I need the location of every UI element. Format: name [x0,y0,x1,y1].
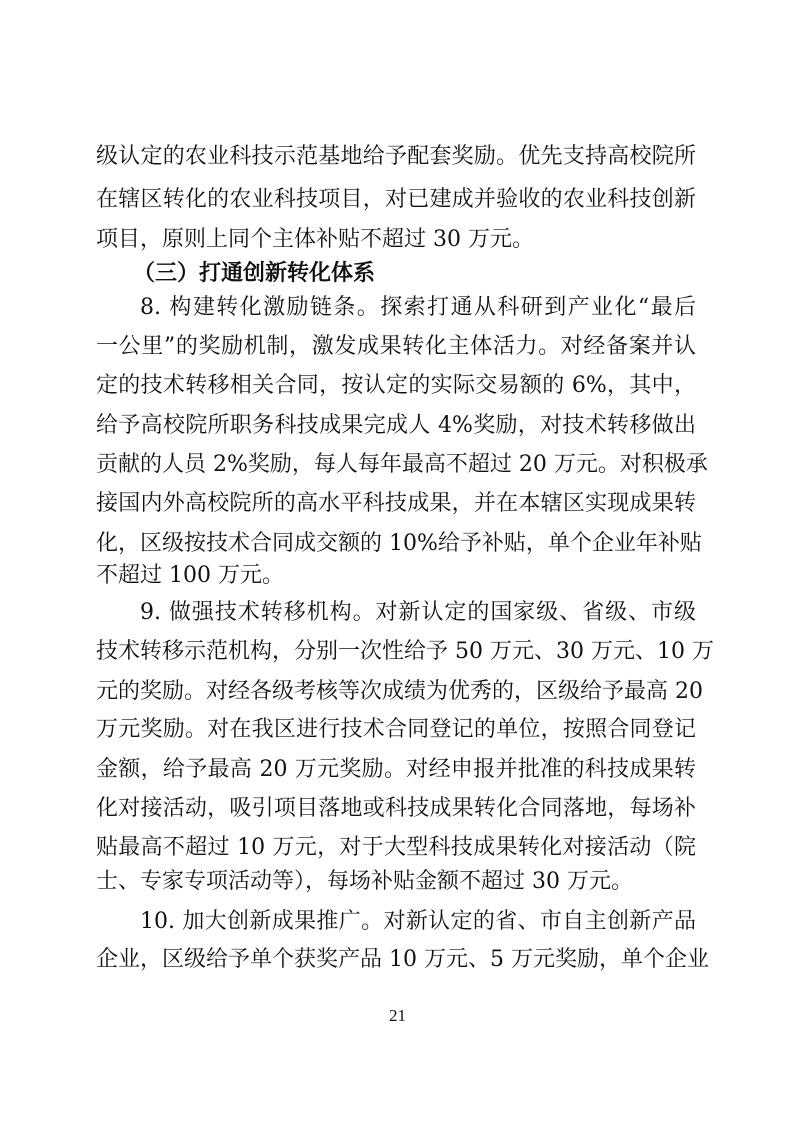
text-line: 万元奖励。对在我区进行技术合同登记的单位，按照合同登记 [96,717,696,742]
text-line: 企业，区级给予单个获奖产品 10 万元、5 万元奖励，单个企业 [96,947,709,972]
text-line: 元的奖励。对经各级考核等次成绩为优秀的，区级给予最高 20 [96,679,703,704]
text-line: 金额，给予最高 20 万元奖励。对经申报并批准的科技成果转 [96,757,696,782]
paragraph-start: 10. 加大创新成果推广。对新认定的省、市自主创新产品 [140,909,696,934]
text-line: 贡献的人员 2%奖励，每人每年最高不超过 20 万元。对积极承 [96,452,708,477]
text-line: 接国内外高校院所的高水平科技成果，并在本辖区实现成果转 [96,491,696,516]
text-line: 贴最高不超过 10 万元，对于大型科技成果转化对接活动（院 [96,835,696,860]
text-line: 不超过 100 万元。 [96,563,284,588]
text-line: 在辖区转化的农业科技项目，对已建成并验收的农业科技创新 [96,187,696,212]
text-line: 项目，原则上同个主体补贴不超过 30 万元。 [96,227,534,252]
text-line: 士、专家专项活动等），每场补贴金额不超过 30 万元。 [96,869,633,894]
text-line: 定的技术转移相关合同，按认定的实际交易额的 6%，其中， [96,373,696,398]
paragraph-start: 9. 做强技术转移机构。对新认定的国家级、省级、市级 [140,600,696,625]
text-line: 给予高校院所职务科技成果完成人 4%奖励，对技术转移做出 [96,413,696,438]
paragraph-start: 8. 构建转化激励链条。探索打通从科研到产业化“最后 [140,295,696,320]
section-heading: （三）打通创新转化体系 [133,260,376,286]
text-line: 级认定的农业科技示范基地给予配套奖励。优先支持高校院所 [96,144,696,169]
text-line: 化对接活动，吸引项目落地或科技成果转化合同落地，每场补 [96,796,696,821]
text-line: 化，区级按技术合同成交额的 10%给予补贴，单个企业年补贴 [96,531,702,556]
text-line: 技术转移示范机构，分别一次性给予 50 万元、30 万元、10 万 [96,639,714,664]
page-number: 21 [389,1006,406,1025]
text-line: 一公里”的奖励机制，激发成果转化主体活力。对经备案并认 [96,334,696,359]
